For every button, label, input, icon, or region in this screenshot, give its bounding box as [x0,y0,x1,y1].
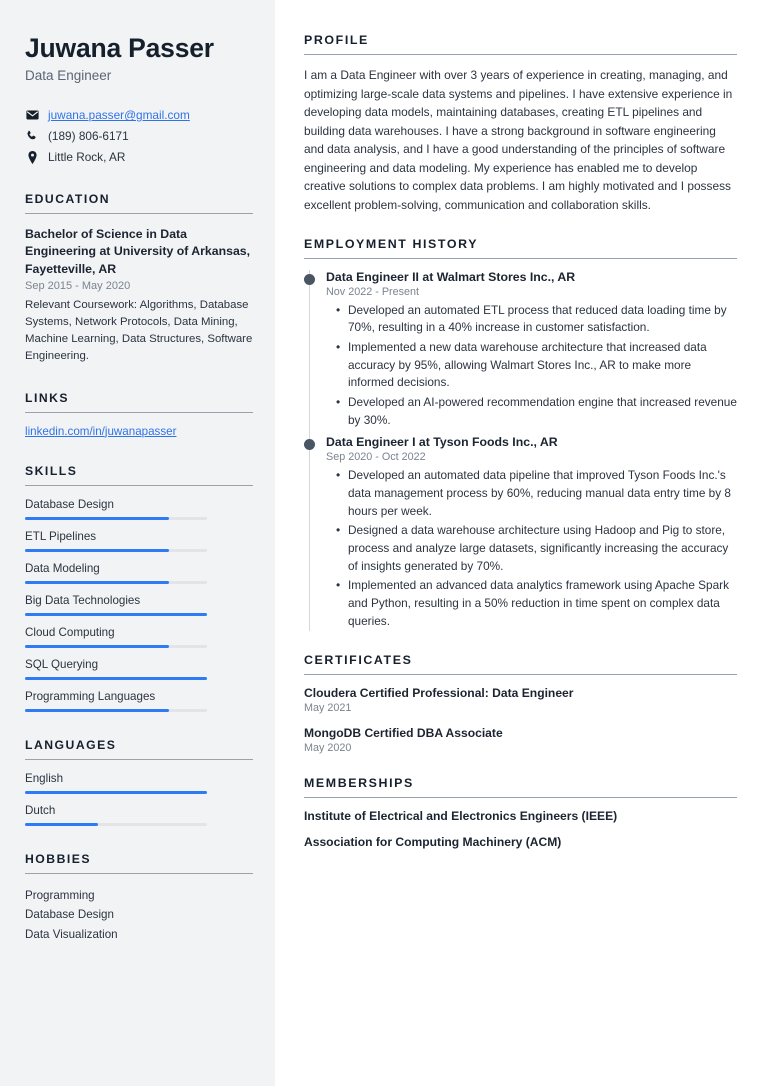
skill-label: SQL Querying [25,657,99,671]
language-item [25,772,253,794]
job-bullet: • Designed a data warehouse architecture using Hadoop and Pig to store, process and analyze large datasets, significantly increasing the accuracy of insights generated by 70%. [348,522,737,575]
job-bullet: • Developed an automated ETL process that reduced data loading time by 70%, resulting in a 40% increase in customer satisfaction. [348,302,737,337]
job-bullet-list [326,467,737,630]
education-divider [25,213,253,214]
sidebar [0,0,275,1086]
section-languages [25,738,253,826]
skill-label: ETL Pipelines [25,529,97,543]
memberships-divider [304,797,737,798]
skill-bar-fill [25,677,207,680]
memberships-list [304,809,737,849]
skill-bar-fill [25,613,207,616]
certificate-title: Cloudera Certified Professional: Data Engineer [304,685,574,700]
language-label: English [25,771,64,785]
timeline-line [309,270,310,436]
section-profile [304,33,737,215]
education-title: Bachelor of Science in Data Engineering at University of Arkansas, Fayetteville, AR [25,226,251,276]
contact-phone [25,128,253,145]
email-link[interactable]: juwana.passer@gmail.com [48,108,190,123]
employment-item [304,435,737,630]
timeline-dot-icon [304,274,315,285]
skill-bar [25,709,207,712]
candidate-role: Data Engineer [25,67,112,83]
language-bar [25,791,207,794]
languages-list [25,772,253,826]
education-entry [25,226,253,365]
employment-list [304,270,737,631]
skill-bar-fill [25,549,169,552]
language-bar-fill [25,791,207,794]
skill-bar [25,677,207,680]
skill-bar [25,581,207,584]
skill-label: Programming Languages [25,689,156,703]
language-bar [25,823,207,826]
certificate-date: May 2020 [304,741,352,754]
skill-label: Big Data Technologies [25,593,141,607]
skill-bar [25,645,207,648]
certificates-list [304,686,737,754]
languages-divider [25,759,253,760]
membership-item: Institute of Electrical and Electronics Engineers (IEEE) [304,808,618,823]
timeline-line [309,435,310,630]
skills-list [25,498,253,712]
skill-bar-fill [25,645,169,648]
job-title: Data Engineer II at Walmart Stores Inc., AR [326,269,576,284]
section-education [25,192,253,365]
hobby-item: Database Design [25,908,114,922]
languages-heading: LANGUAGES [25,737,117,752]
education-date: Sep 2015 - May 2020 [25,280,131,293]
skill-item [25,594,253,616]
language-label: Dutch [25,803,56,817]
employment-item [304,270,737,436]
skill-label: Cloud Computing [25,625,115,639]
location-text: Little Rock, AR [48,150,126,165]
profile-heading: PROFILE [304,33,369,47]
phone-text: (189) 806-6171 [48,129,129,144]
memberships-heading: MEMBERSHIPS [304,775,414,790]
section-links [25,391,253,438]
section-hobbies [25,852,253,946]
link-linkedin[interactable]: linkedin.com/in/juwanapasser [25,424,177,438]
certificate-item [304,726,737,754]
contact-list [25,107,253,166]
job-date: Nov 2022 - Present [326,285,420,298]
job-date: Sep 2020 - Oct 2022 [326,451,426,464]
certificates-heading: CERTIFICATES [304,652,413,667]
candidate-name: Juwana Passer [25,33,214,63]
job-bullet-list [326,302,737,430]
links-heading: LINKS [25,390,70,405]
skill-item [25,498,253,520]
education-heading: EDUCATION [25,191,111,206]
certificate-date: May 2021 [304,701,352,714]
job-bullet: • Implemented an advanced data analytics framework using Apache Spark and Python, resulting in a 50% reduction in time spent on complex data queries. [348,577,737,630]
links-divider [25,412,253,413]
section-employment [304,237,737,631]
job-title: Data Engineer I at Tyson Foods Inc., AR [326,435,558,450]
language-item [25,804,253,826]
section-certificates [304,653,737,754]
map-pin-icon [25,151,39,164]
employment-heading: EMPLOYMENT HISTORY [304,236,479,251]
certificate-item [304,686,737,714]
envelope-icon [25,110,39,120]
language-bar-fill [25,823,98,826]
job-bullet: • Developed an AI-powered recommendation engine that increased revenue by 30%. [348,394,737,429]
profile-divider [304,54,737,55]
profile-text: I am a Data Engineer with over 3 years of experience in creating, managing, and optimizing large-scale data systems and pipelines. I have extensive experience in developing data models, maintaining databases, creating ETL pipelines and building data warehouses. I have a strong background in software engineering and data analysis, and I have a good understanding of the principles of software engineering and data modeling. My experience has enabled me to develop creative solutions to complex data problems. I am highly motivated and I possess excellent problem-solving, communication and collaboration skills. [304,68,733,212]
skill-item [25,658,253,680]
certificates-divider [304,674,737,675]
education-description: Relevant Coursework: Algorithms, Database Systems, Network Protocols, Data Mining, Machine Learning, Data Structures, Software Engineering. [25,299,253,362]
skills-divider [25,485,253,486]
skill-item [25,690,253,712]
hobby-item: Data Visualization [25,928,118,942]
skill-item [25,562,253,584]
employment-divider [304,258,737,259]
timeline-dot-icon [304,439,315,450]
skill-label: Database Design [25,497,114,511]
job-bullet: • Developed an automated data pipeline that improved Tyson Foods Inc.'s data management process by 60%, reducing manual data entry time by 8 hours per week. [348,467,737,520]
skill-item [25,626,253,648]
skill-bar [25,517,207,520]
section-memberships [304,776,737,849]
job-bullet: • Implemented a new data warehouse architecture that increased data accuracy by 95%, allowing Walmart Stores Inc., AR to make more informed decisions. [348,339,737,392]
skill-bar-fill [25,517,169,520]
contact-location [25,149,253,166]
hobby-item: Programming [25,888,95,902]
section-skills [25,464,253,712]
hobbies-list [25,886,253,946]
skill-label: Data Modeling [25,561,100,575]
certificate-title: MongoDB Certified DBA Associate [304,725,503,740]
membership-item: Association for Computing Machinery (ACM) [304,834,562,849]
skill-bar [25,613,207,616]
skill-bar-fill [25,581,169,584]
main-content [275,0,768,1086]
skill-bar-fill [25,709,169,712]
skill-item [25,530,253,552]
skills-heading: SKILLS [25,463,78,478]
hobbies-divider [25,873,253,874]
skill-bar [25,549,207,552]
phone-icon [25,130,39,142]
hobbies-heading: HOBBIES [25,851,92,866]
contact-email[interactable] [25,107,253,124]
